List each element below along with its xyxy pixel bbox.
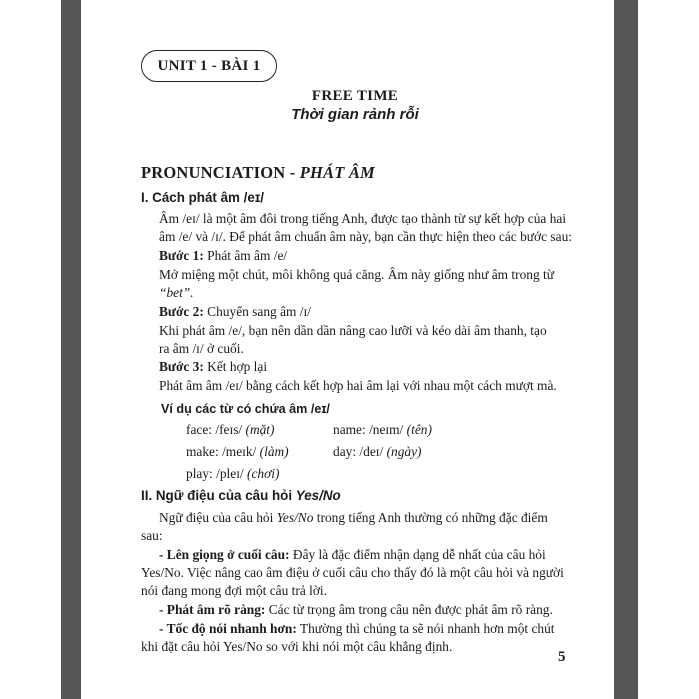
example-make [186, 444, 289, 460]
section-title-en: PRONUNCIATION - [141, 163, 300, 182]
example-meaning: (làm) [259, 444, 289, 459]
step2-label: Bước 2: [159, 304, 204, 319]
lesson-subtitle: Thời gian rảnh rỗi [291, 106, 419, 123]
section-title-pronunciation [141, 163, 375, 183]
example-word: day: /deɪ/ [333, 444, 387, 459]
step3-desc: Phát âm âm /eɪ/ bằng cách kết hợp hai âm lại với nhau một cách mượt mà. [159, 378, 557, 393]
part2-intro-line1 [159, 509, 548, 527]
step3-line [159, 358, 267, 376]
point2-text: Các từ trọng âm trong câu nên được phát âm rõ ràng. [265, 602, 553, 617]
example-meaning: (chơi) [247, 466, 280, 481]
part1-intro-line2: âm /e/ và /ɪ/. Để phát âm chuẩn âm này, bạn cần thực hiện theo các bước sau: [159, 229, 572, 244]
point3-line2: khi đặt câu hỏi Yes/No so với khi nói một câu khẳng định. [141, 639, 453, 654]
intro-c: trong tiếng Anh thường có những đặc điểm [313, 510, 548, 525]
left-dark-border [61, 0, 81, 699]
point1-line2: Yes/No. Việc nâng cao âm điệu ở cuối câu cho thấy đó là một câu hỏi và người [141, 565, 564, 580]
part1-heading: I. Cách phát âm /eɪ/ [141, 190, 265, 205]
step2-line [159, 303, 311, 321]
part2-heading-italic: Yes/No [295, 488, 341, 503]
point1-line3: nói đang mong đợi một câu trả lời. [141, 583, 327, 598]
step2-desc-line1: Khi phát âm /e/, bạn nên dần dần nâng cao lưỡi và kéo dài âm thanh, tạo [159, 323, 547, 338]
point3-line1 [159, 620, 555, 638]
examples-heading: Ví dụ các từ có chứa âm /eɪ/ [161, 402, 330, 416]
example-day [333, 444, 422, 460]
step1-desc-line1: Mở miệng một chút, môi không quá căng. Âm này giống như âm trong từ [159, 267, 554, 282]
point2-line [159, 601, 553, 619]
example-meaning: (ngày) [386, 444, 422, 459]
step2-text: Chuyển sang âm /ɪ/ [203, 304, 311, 319]
part2-intro-line2: sau: [141, 528, 163, 543]
lesson-title: FREE TIME [311, 88, 399, 104]
unit-label: UNIT 1 - BÀI 1 [157, 57, 261, 74]
point2-label: - Phát âm rõ ràng: [159, 602, 266, 617]
example-face [186, 422, 275, 438]
example-name [333, 422, 432, 438]
step3-text: Kết hợp lại [203, 359, 268, 374]
example-meaning: (tên) [406, 422, 432, 437]
step3-label: Bước 3: [159, 359, 204, 374]
unit-label-box [141, 50, 277, 82]
example-word: make: /meɪk/ [186, 444, 260, 459]
point3-label: - Tốc độ nói nhanh hơn: [159, 621, 297, 636]
step1-line [159, 247, 287, 265]
example-word: name: /neɪm/ [333, 422, 407, 437]
step1-text: Phát âm âm /e/ [203, 248, 288, 263]
point1-label: - Lên giọng ở cuối câu: [159, 547, 290, 562]
right-dark-border [614, 0, 638, 699]
part2-heading-prefix: II. Ngữ điệu của câu hỏi [141, 488, 296, 503]
section-title-vi: PHÁT ÂM [299, 163, 375, 182]
part2-heading [141, 487, 341, 505]
example-word: face: /feɪs/ [186, 422, 246, 437]
step2-desc-line2: ra âm /ɪ/ ở cuối. [159, 341, 244, 356]
point1-text: Đây là đặc điểm nhận dạng dễ nhất của câu hỏi [289, 547, 546, 562]
point3-text: Thường thì chúng ta sẽ nói nhanh hơn một chút [296, 621, 555, 636]
intro-b: Yes/No [276, 510, 314, 525]
example-play [186, 466, 279, 482]
step1-desc-line2: “bet”. [159, 285, 194, 300]
intro-a: Ngữ điệu của câu hỏi [159, 510, 277, 525]
example-word: play: /pleɪ/ [186, 466, 247, 481]
point1-line1 [159, 546, 546, 564]
part1-intro-line1: Âm /eɪ/ là một âm đôi trong tiếng Anh, được tạo thành từ sự kết hợp của hai [159, 211, 567, 226]
example-meaning: (mặt) [245, 422, 275, 437]
step1-label: Bước 1: [159, 248, 204, 263]
page-number: 5 [558, 649, 566, 665]
